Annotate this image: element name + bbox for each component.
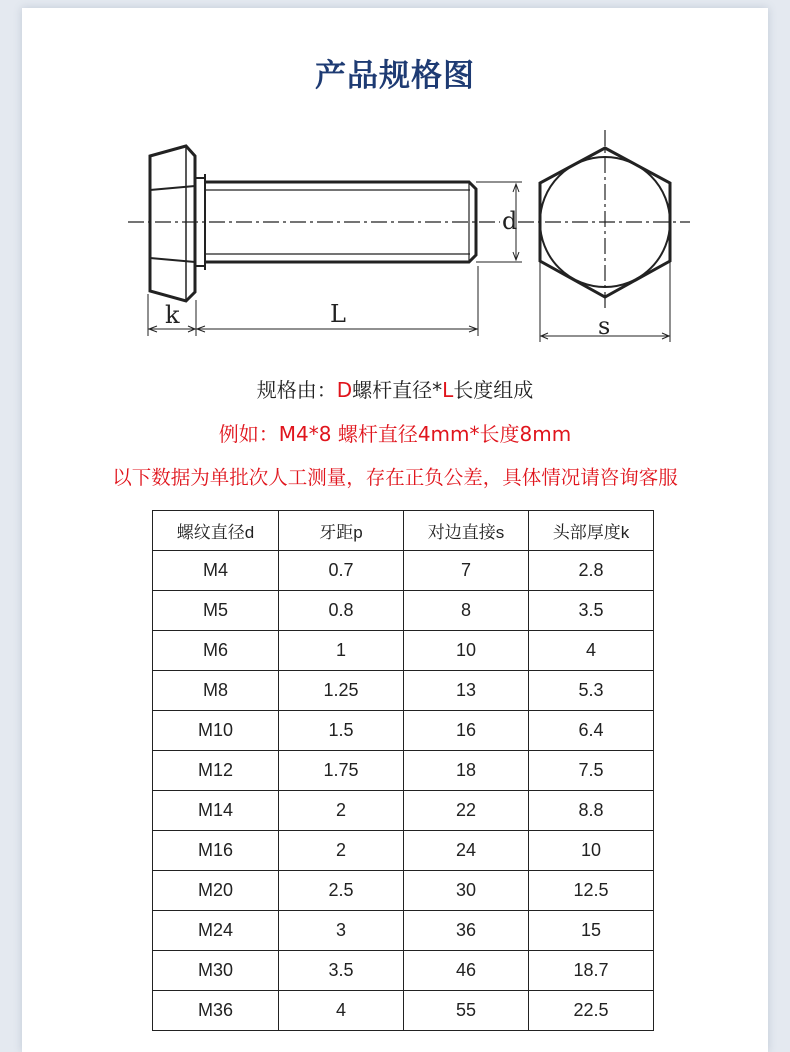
spec-table: [152, 510, 654, 1031]
cell-head-thickness: 4: [529, 631, 654, 671]
cell-across-flats: 24: [404, 831, 529, 871]
cell-across-flats: 10: [404, 631, 529, 671]
cell-thread-diameter: M10: [153, 711, 279, 751]
cell-pitch: 3: [279, 911, 404, 951]
cell-head-thickness: 15: [529, 911, 654, 951]
table-row: [153, 991, 654, 1031]
cell-thread-diameter: M8: [153, 671, 279, 711]
cell-thread-diameter: M12: [153, 751, 279, 791]
cell-across-flats: 13: [404, 671, 529, 711]
header-head-thickness: 头部厚度k: [529, 511, 654, 551]
bolt-head-outline: [150, 146, 195, 301]
cell-thread-diameter: M20: [153, 871, 279, 911]
cell-pitch: 3.5: [279, 951, 404, 991]
table-row: [153, 911, 654, 951]
header-pitch: 牙距p: [279, 511, 404, 551]
cell-pitch: 1: [279, 631, 404, 671]
cell-head-thickness: 5.3: [529, 671, 654, 711]
bolt-diagram: [0, 0, 790, 350]
cell-pitch: 2.5: [279, 871, 404, 911]
cell-thread-diameter: M30: [153, 951, 279, 991]
table-row: [153, 751, 654, 791]
cell-head-thickness: 8.8: [529, 791, 654, 831]
cell-thread-diameter: M36: [153, 991, 279, 1031]
cell-head-thickness: 18.7: [529, 951, 654, 991]
cell-across-flats: 55: [404, 991, 529, 1031]
cell-pitch: 0.7: [279, 551, 404, 591]
label-L: L: [330, 300, 346, 328]
table-row: [153, 791, 654, 831]
cell-across-flats: 22: [404, 791, 529, 831]
cell-pitch: 4: [279, 991, 404, 1031]
cell-thread-diameter: M6: [153, 631, 279, 671]
example-line: 例如：M4*8 螺杆直径4mm*长度8mm: [218, 422, 572, 446]
cell-pitch: 1.5: [279, 711, 404, 751]
tolerance-note: 以下数据为单批次人工测量，存在正负公差，具体情况请咨询客服: [112, 466, 678, 489]
cell-across-flats: 8: [404, 591, 529, 631]
cell-across-flats: 16: [404, 711, 529, 751]
cell-head-thickness: 10: [529, 831, 654, 871]
cell-across-flats: 46: [404, 951, 529, 991]
cell-head-thickness: 6.4: [529, 711, 654, 751]
cell-head-thickness: 12.5: [529, 871, 654, 911]
header-thread-diameter: 螺纹直径d: [153, 511, 279, 551]
cell-head-thickness: 2.8: [529, 551, 654, 591]
table-row: [153, 711, 654, 751]
label-k: k: [165, 301, 180, 329]
cell-pitch: 2: [279, 791, 404, 831]
cell-pitch: 1.25: [279, 671, 404, 711]
cell-pitch: 1.75: [279, 751, 404, 791]
page-title: 产品规格图: [315, 58, 475, 94]
cell-thread-diameter: M5: [153, 591, 279, 631]
cell-across-flats: 18: [404, 751, 529, 791]
table-row: [153, 591, 654, 631]
label-s: s: [598, 312, 611, 340]
cell-across-flats: 7: [404, 551, 529, 591]
table-row: [153, 631, 654, 671]
cell-thread-diameter: M24: [153, 911, 279, 951]
table-row: [153, 831, 654, 871]
table-row: [153, 671, 654, 711]
cell-thread-diameter: M16: [153, 831, 279, 871]
cell-head-thickness: 7.5: [529, 751, 654, 791]
cell-head-thickness: 22.5: [529, 991, 654, 1031]
label-d: d: [502, 207, 518, 235]
cell-across-flats: 36: [404, 911, 529, 951]
cell-pitch: 2: [279, 831, 404, 871]
cell-across-flats: 30: [404, 871, 529, 911]
table-row: [153, 551, 654, 591]
table-row: [153, 951, 654, 991]
table-header-row: [153, 511, 654, 551]
spec-description: 规格由：D螺杆直径*L长度组成: [256, 378, 534, 402]
cell-thread-diameter: M4: [153, 551, 279, 591]
cell-thread-diameter: M14: [153, 791, 279, 831]
cell-head-thickness: 3.5: [529, 591, 654, 631]
header-across-flats: 对边直接s: [404, 511, 529, 551]
cell-pitch: 0.8: [279, 591, 404, 631]
table-row: [153, 871, 654, 911]
